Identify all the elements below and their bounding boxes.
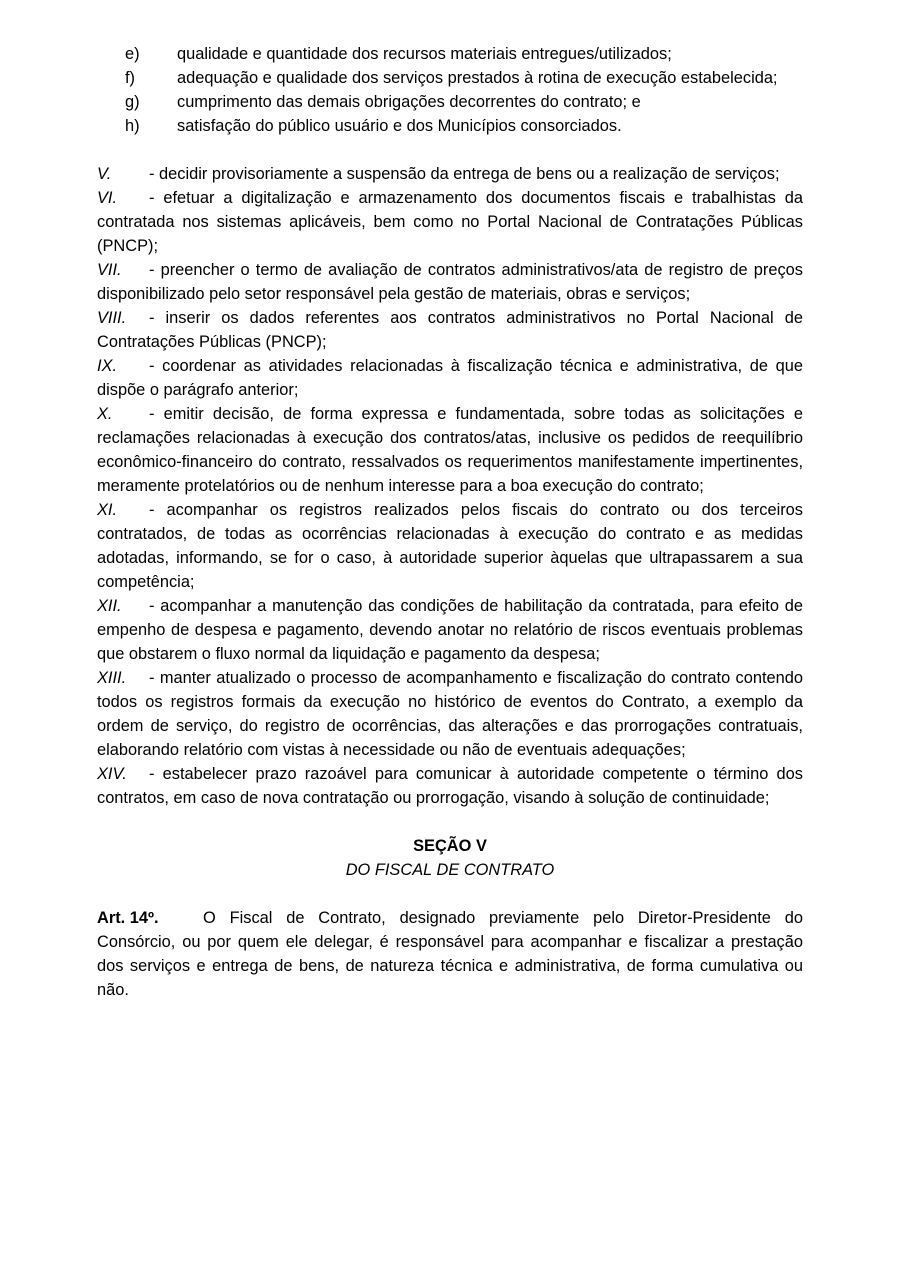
item-text: - decidir provisoriamente a suspensão da entrega de bens ou a realização de serviços;: [149, 165, 780, 183]
item-text: - acompanhar a manutenção das condições de habilitação da contratada, para efeito de empenho de despesa e pagamento, devendo anotar no relatório de riscos eventuais problemas que obstarem o fluxo normal da liquidação e pagamento da despesa;: [97, 597, 803, 663]
item-text: - acompanhar os registros realizados pelos fiscais do contrato ou dos terceiros contratados, de todas as ocorrências relacionadas à execução do contrato e as medidas adotadas, informando, se for o caso, à autoridade superior àquelas que ultrapassarem a sua competência;: [97, 501, 803, 591]
section-subtitle: DO FISCAL DE CONTRATO: [345, 861, 555, 879]
item-numeral: VI.: [97, 189, 118, 207]
sub-item-list: [97, 42, 803, 138]
numbered-item: [97, 354, 803, 402]
document-page: [97, 42, 803, 1002]
sub-item-letter: h): [125, 117, 140, 135]
sub-item: [97, 114, 803, 138]
sub-item: [97, 66, 803, 90]
section-title: SEÇÃO V: [413, 837, 487, 855]
numbered-item: [97, 162, 803, 186]
item-numeral: IX.: [97, 357, 118, 375]
article-paragraph: [97, 906, 803, 1002]
item-text: - inserir os dados referentes aos contratos administrativos no Portal Nacional de Contratações Públicas (PNCP);: [97, 309, 803, 351]
item-text: - manter atualizado o processo de acompanhamento e fiscalização do contrato contendo todos os registros formais da execução no histórico de eventos do Contrato, a exemplo da ordem de serviço, do registro de ocorrências, das alterações e das prorrogações contratuais, elaborando relatório com vistas à necessidade ou não de eventuais adequações;: [97, 669, 803, 759]
sub-item-text: cumprimento das demais obrigações decorrentes do contrato; e: [177, 93, 641, 111]
numbered-item: [97, 186, 803, 258]
item-numeral: VIII.: [97, 309, 127, 327]
item-numeral: V.: [97, 165, 112, 183]
article-text: O Fiscal de Contrato, designado previamente pelo Diretor-Presidente do Consórcio, ou por quem ele delegar, é responsável para acompanhar e fiscalizar a prestação dos serviços e entrega de bens, de natureza técnica e administrativa, de forma cumulativa ou não.: [97, 909, 803, 999]
item-text: - coordenar as atividades relacionadas à fiscalização técnica e administrativa, de que dispõe o parágrafo anterior;: [97, 357, 803, 399]
sub-item: [97, 42, 803, 66]
sub-item-text: adequação e qualidade dos serviços prestados à rotina de execução estabelecida;: [177, 69, 778, 87]
item-numeral: XIV.: [97, 765, 127, 783]
paragraph-spacer: [97, 138, 803, 162]
sub-item-letter: e): [125, 45, 140, 63]
item-numeral: VII.: [97, 261, 122, 279]
item-numeral: X.: [97, 405, 113, 423]
sub-item-text: satisfação do público usuário e dos Municípios consorciados.: [177, 117, 622, 135]
sub-item-letter: f): [125, 69, 136, 87]
numbered-item: [97, 594, 803, 666]
item-numeral: XII.: [97, 597, 122, 615]
numbered-item: [97, 762, 803, 810]
sub-item: [97, 90, 803, 114]
numbered-item: [97, 258, 803, 306]
item-text: - preencher o termo de avaliação de contratos administrativos/ata de registro de preços disponibilizado pelo setor responsável pela gestão de materiais, obras e serviços;: [97, 261, 803, 303]
item-numeral: XIII.: [97, 669, 127, 687]
article-label: Art. 14º.: [97, 909, 159, 927]
item-text: - emitir decisão, de forma expressa e fundamentada, sobre todas as solicitações e reclamações relacionadas à execução dos contratos/atas, inclusive os pedidos de reequilíbrio econômico-financeiro do contrato, ressalvados os requerimentos manifestamente impertinentes, meramente protelatórios ou de nenhum interesse para a boa execução do contrato;: [97, 405, 803, 495]
numbered-item: [97, 666, 803, 762]
item-numeral: XI.: [97, 501, 118, 519]
sub-item-text: qualidade e quantidade dos recursos materiais entregues/utilizados;: [177, 45, 672, 63]
item-text: - estabelecer prazo razoável para comunicar à autoridade competente o término dos contratos, em caso de nova contratação ou prorrogação, visando à solução de continuidade;: [97, 765, 803, 807]
numbered-item: [97, 306, 803, 354]
numbered-item: [97, 402, 803, 498]
sub-item-letter: g): [125, 93, 140, 111]
item-text: - efetuar a digitalização e armazenamento dos documentos fiscais e trabalhistas da contratada nos sistemas aplicáveis, bem como no Portal Nacional de Contratações Públicas (PNCP);: [97, 189, 803, 255]
numbered-item: [97, 498, 803, 594]
